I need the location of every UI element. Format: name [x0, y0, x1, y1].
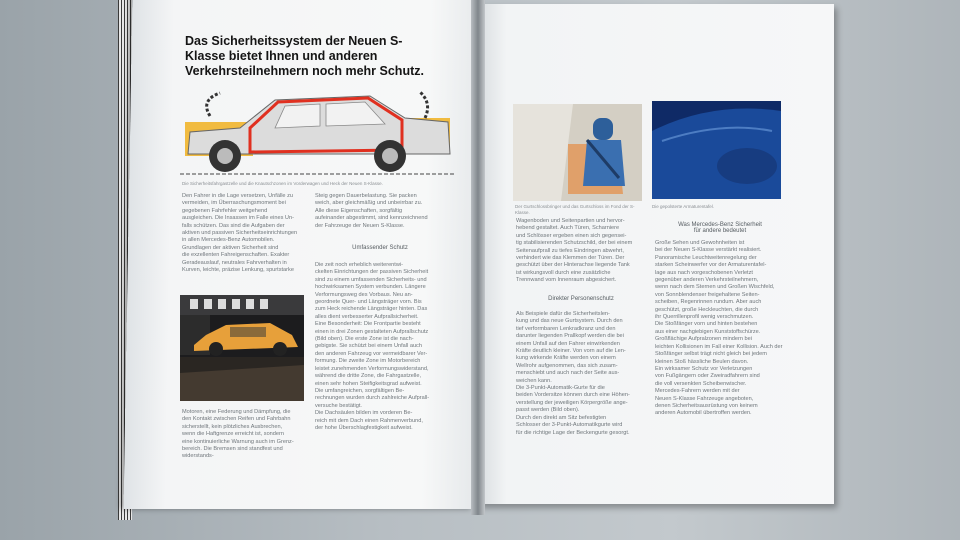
car-safety-diagram — [180, 88, 455, 180]
subhead-sicherheit-andere: Was Mercedes-Benz Sicherheit für andere bedeutet — [678, 222, 762, 234]
subhead-personenschutz: Direkter Personenschutz — [548, 296, 614, 302]
page-headline: Das Sicherheitssystem der Neuen S-Klasse bietet Ihnen und anderen Verkehrsteilnehmern noch mehr Schutz. — [185, 34, 424, 78]
dashboard-photo — [652, 101, 781, 199]
seat-belt-photo — [513, 104, 642, 201]
left-col2-top: Steig gegen Dauerbelastung. Sie packen weich, aber gleichmäßig und unbeirrbar zu. Alle diese Eigenschaften, sorgfältig aufeinander abgestimmt, sind kennzeichnend der Fahrzeuge der Neuen S-Klasse. — [315, 193, 428, 229]
book-gutter — [471, 0, 485, 515]
car-diagram-caption: Die Sicherheitsfahrgastzelle und die Knautschzonen im Vorderwagen und Heck der Neuen S-Klasse. — [182, 181, 383, 186]
seat-photo-caption: Der Gurtschlossbringer und das Gurtschloss im Fond der S-Klasse. — [515, 204, 635, 215]
crash-test-photo — [180, 295, 304, 401]
dashboard-photo-caption: Die gepolsterte Armaturentafel. — [652, 204, 715, 209]
left-col2-body: Die zeit noch erheblich weiterentwi- ckelten Einrichtungen der passiven Sicherheit sind zu einem umfassenden Sicherheits- und hochwirksamen System verbunden. Längere Verformungsweg des Vorbaus. Neu an- geordnete Quer- und Längsträger vorn. Bis zum Heck reichende Längsträger hinten. Das alles dient verbesserter Aufprallsicherheit. Eine Besonderheit: Die Frontpartie besteht einen in drei Zonen gestalteten Aufprallschutz (Bild oben). Die erste Zone ist die nach- gebigste. Sie schützt bei einem Unfall auch den anderen Fahrzeug vor vermeidbarer Ver- formung. Die zweite Zone im Motorbereich leistet zunehmenden Verformungswiderstand, während die dritte Zone, die Fahrgastzelle, einen sehr hohen Steifigkeitsgrad aufweist. Die umfangreichen, sorgfältigen Be- rechnungen wurden durch zahlreiche Aufprall- versuche bestätigt. Die Dachsäulen bilden im vorderen Be- reich mit dem Dach einen Rahmenverbund, der hohe Überschlagfestigkeit aufweist. — [315, 262, 430, 431]
left-col1-bottom: Motoren, eine Federung und Dämpfung, die den Kontakt zwischen Reifen und Fahrbahn sicherstellt, kein plötzliches Ausbrechen, wenn die Haftgrenze erreicht ist, sondern eine kontinuierliche Warnung auch im Grenz- bereich. Die Bremsen sind standfest und widerstands- — [182, 409, 294, 460]
left-col1-top: Den Fahrer in die Lage versetzen, Unfälle zu vermeiden, im Überraschungsmoment bei gegebenen Fahrfehler weitgehend ausgleichen. Die Insassen im Falle eines Un- falls schützen. Das sind die Aufgaben der aktiven und passiven Sicherheitseinrichtungen in allen Mercedes-Benz Automobilen. Grundlagen der aktiven Sicherheit sind die exzellenten Fahreigenschaften. Exakter Geradeauslauf, neutrales Fahrverhalten in Kurven, leichte, präzise Lenkung, spurtstarke — [182, 193, 298, 274]
subhead-umfassender-schutz: Umfassender Schutz — [352, 245, 408, 251]
right-col1-top: Wagenboden und Seitenpartien und hervor- hebend gestaltet. Auch Türen, Scharniere und Schlösser ergeben einen sich gegensei- tig stabilisierenden Schutzschild, der bei einem Seitenaufprall zu tiefes Eindringen abwehrt, verhindert wie das Klemmen der Türen. Der geschützt über der Hinterachse liegende Tank ist wirkungsvoll durch eine zusätzliche Trennwand vom Innenraum abgesichert. — [516, 218, 633, 284]
right-col2-body: Große Sehen und Gewohnheiten ist bei der Neuen S-Klasse verstärkt realisiert. Panoramische Leuchtweitenregelung der starken Scheinwerfer vor der Armaturentafel- lage aus nach vorgeschobenen Verletzt gegenüber anderen Verkehrsteilnehmern, wenn nach dem Sternen und Großen Wischfeld, von Sonnblendenser freigehaltene Seiten- scheiben, Regenrinnen rundum. Aber auch geschützt, große Heckleuchten, die durch ihr Querrillenprofil wenig verschmutzen. Die Stoßfänger vorn und hinten bestehen aus einer nachgiebigen Kunststoffschürze. Großflächige Aufpralzonen mindern bei leichten Kollisionen im Fall einer Kollision. Auch der Stoßfänger selbst trägt nicht gleich bei jedem kleinen Stoß hässliche Beulen davon. Ein wirksamer Schutz vor Verletzungen von Fußgängern oder Zweiradfahrern sind die voll versenkten Scheibenwischer. Mercedes-Fahrern werden mit der Neuen S-Klasse Fahrzeuge angeboten, denen Sicherheitsausrüstung von keinem anderen Automobil übertroffen werden. — [655, 240, 783, 417]
right-col1-body: Als Beispiele dafür die Sicherheitslen- kung und das neue Gurtsystem. Durch den tief verformbaren Lenkradkranz und den darunter liegenden Prallkopf werden die bei einem Unfall auf den Fahrer einwirkenden Kräfte deutlich kleiner. Von vorn auf die Len- kung wirkende Kräfte werden von einem Wellrohr aufgenommen, das sich zusam- menschiebt und auch nach der Seite aus- weichen kann. Die 3-Punkt-Automatik-Gurte für die beiden Vordersitze können durch eine Höhen- verstellung der jeweiligen Körpergröße ange- passt werden (Bild oben). Durch den direkt am Sitz befestigten Schlosser der 3-Punkt-Automatikgurte wird für die richtige Lage der Beckengurte gesorgt. — [516, 311, 630, 436]
